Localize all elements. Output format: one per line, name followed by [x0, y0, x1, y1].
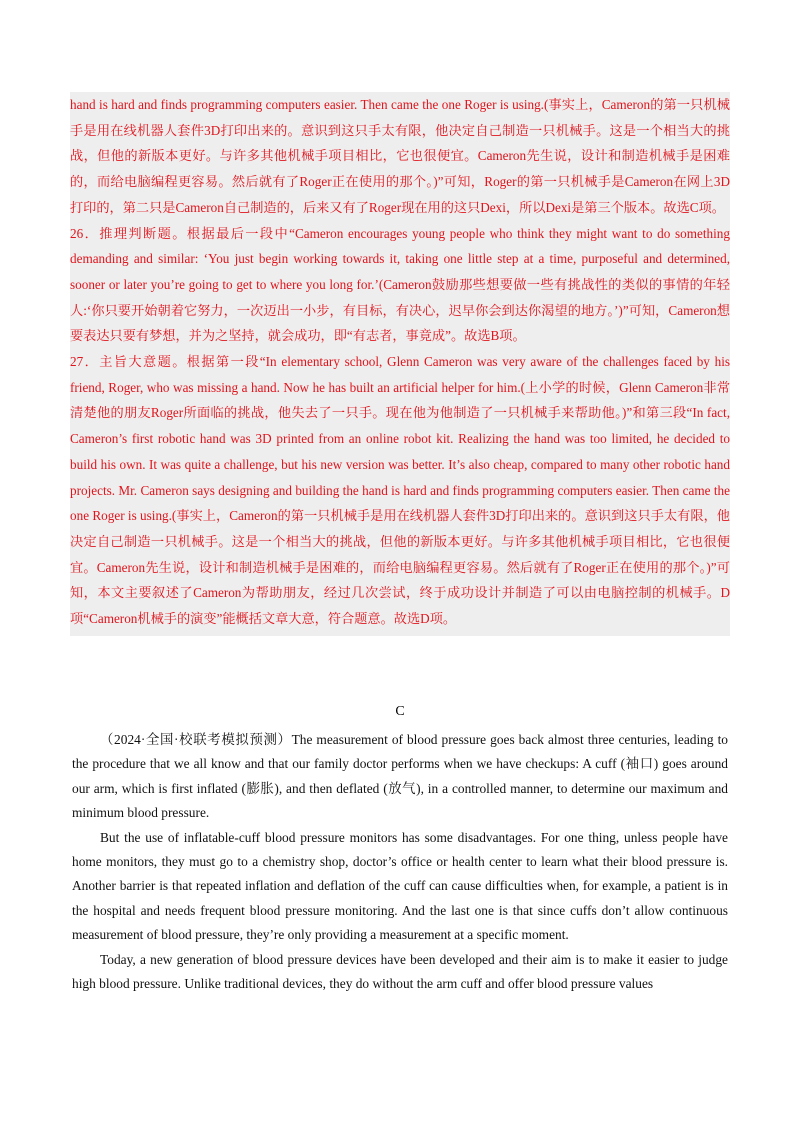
answer-explanation-block — [70, 92, 730, 636]
answer-q25-continuation: hand is hard and finds programming computers easier. Then came the one Roger is using.(事实上，Cameron的第一只机械手是用在线机器人套件3D打印出来的。意识到这只手太有限，他决定自己制造一只机械手。这是一个相当大的挑战，但他的新版本更好。与许多其他机械手项目相比，它也很便宜。Cameron先生说，设计和制造机械手是困难的，而给电脑编程更容易。然后就有了Roger正在使用的那个。)”可知，Roger的第一只机械手是Cameron在网上3D打印的，第二只是Cameron自己制造的，后来又有了Roger现在用的这只Dexi，所以Dexi是第三个版本。故选C项。 — [70, 97, 730, 215]
reading-passage — [72, 728, 728, 996]
answer-q26: 26．推理判断题。根据最后一段中“Cameron encourages young people who think they might want to do something demanding and similar: ‘You just begin working towards it, taking one little step at a time, purposeful and determined, sooner or later you’re going to get to where you long for.’(Cameron鼓励那些想要做一些有挑战性的类似的事情的年轻人:‘你只要开始朝着它努力，一次迈出一小步，有目标，有决心，迟早你会到达你渴望的地方。’)”可知，Cameron想要表达只要有梦想，并为之坚持，就会成功，即“有志者，事竟成”。故选B项。 — [70, 225, 730, 344]
answer-q27: 27．主旨大意题。根据第一段“In elementary school, Glenn Cameron was very aware of the challenges faced by his friend, Roger, who was missing a hand. Now he has built an artificial helper for him.(上小学的时候，Glenn Cameron非常清楚他的朋友Roger所面临的挑战，他失去了一只手。现在他为他制造了一只机械手来帮助他。)”和第三段“In fact, Cameron’s first robotic hand was 3D printed from an online robot kit. Realizing the hand was too limited, he decided to build his own. It was quite a challenge, but his new version was better. It’s also cheap, compared to many other robotic hand projects. Mr. Cameron says designing and building the hand is hard and finds programming computers easier. Then came the one Roger is using.(事实上，Cameron的第一只机械手是用在线机器人套件3D打印出来的。意识到这只手太有限，他决定自己制造一只机械手。这是一个相当大的挑战，但他的新版本更好。与许多其他机械手项目相比，它也很便宜。Cameron先生说，设计和制造机械手是困难的，而给电脑编程更容易。然后就有了Roger正在使用的那个。)”可知，本文主要叙述了Cameron为帮助朋友，经过几次尝试，终于成功设计并制造了可以由电脑控制的机械手。D项“Cameron机械手的演变”能概括文章大意，符合题意。故选D项。 — [70, 354, 730, 627]
passage-paragraph-2: But the use of inflatable-cuff blood pressure monitors has some disadvantages. For one thing, unless people have home monitors, they must go to a chemistry shop, doctor’s office or health center to learn what their blood pressure is. Another barrier is that repeated inflation and deflation of the cuff can cause difficulties when, for example, a patient is in the hospital and needs frequent blood pressure monitoring. And the last one is that since cuffs don’t allow continuous measurement of blood pressure, they’re only providing a measurement at a specific moment. — [72, 829, 728, 943]
section-heading: C — [395, 704, 405, 719]
passage-paragraph-1: （2024·全国·校联考模拟预测）The measurement of blood pressure goes back almost three centuries, leading to the procedure that we all know and that our family doctor performs when we have checkups: A cuff (袖口) goes around our arm, which is first inflated (膨胀), and then deflated (放气), in a controlled manner, to determine our maximum and minimum blood pressure. — [72, 732, 728, 821]
passage-paragraph-3: Today, a new generation of blood pressure devices have been developed and their aim is to make it easier to judge high blood pressure. Unlike traditional devices, they do without the arm cuff and offer blood pressure values — [72, 951, 728, 992]
